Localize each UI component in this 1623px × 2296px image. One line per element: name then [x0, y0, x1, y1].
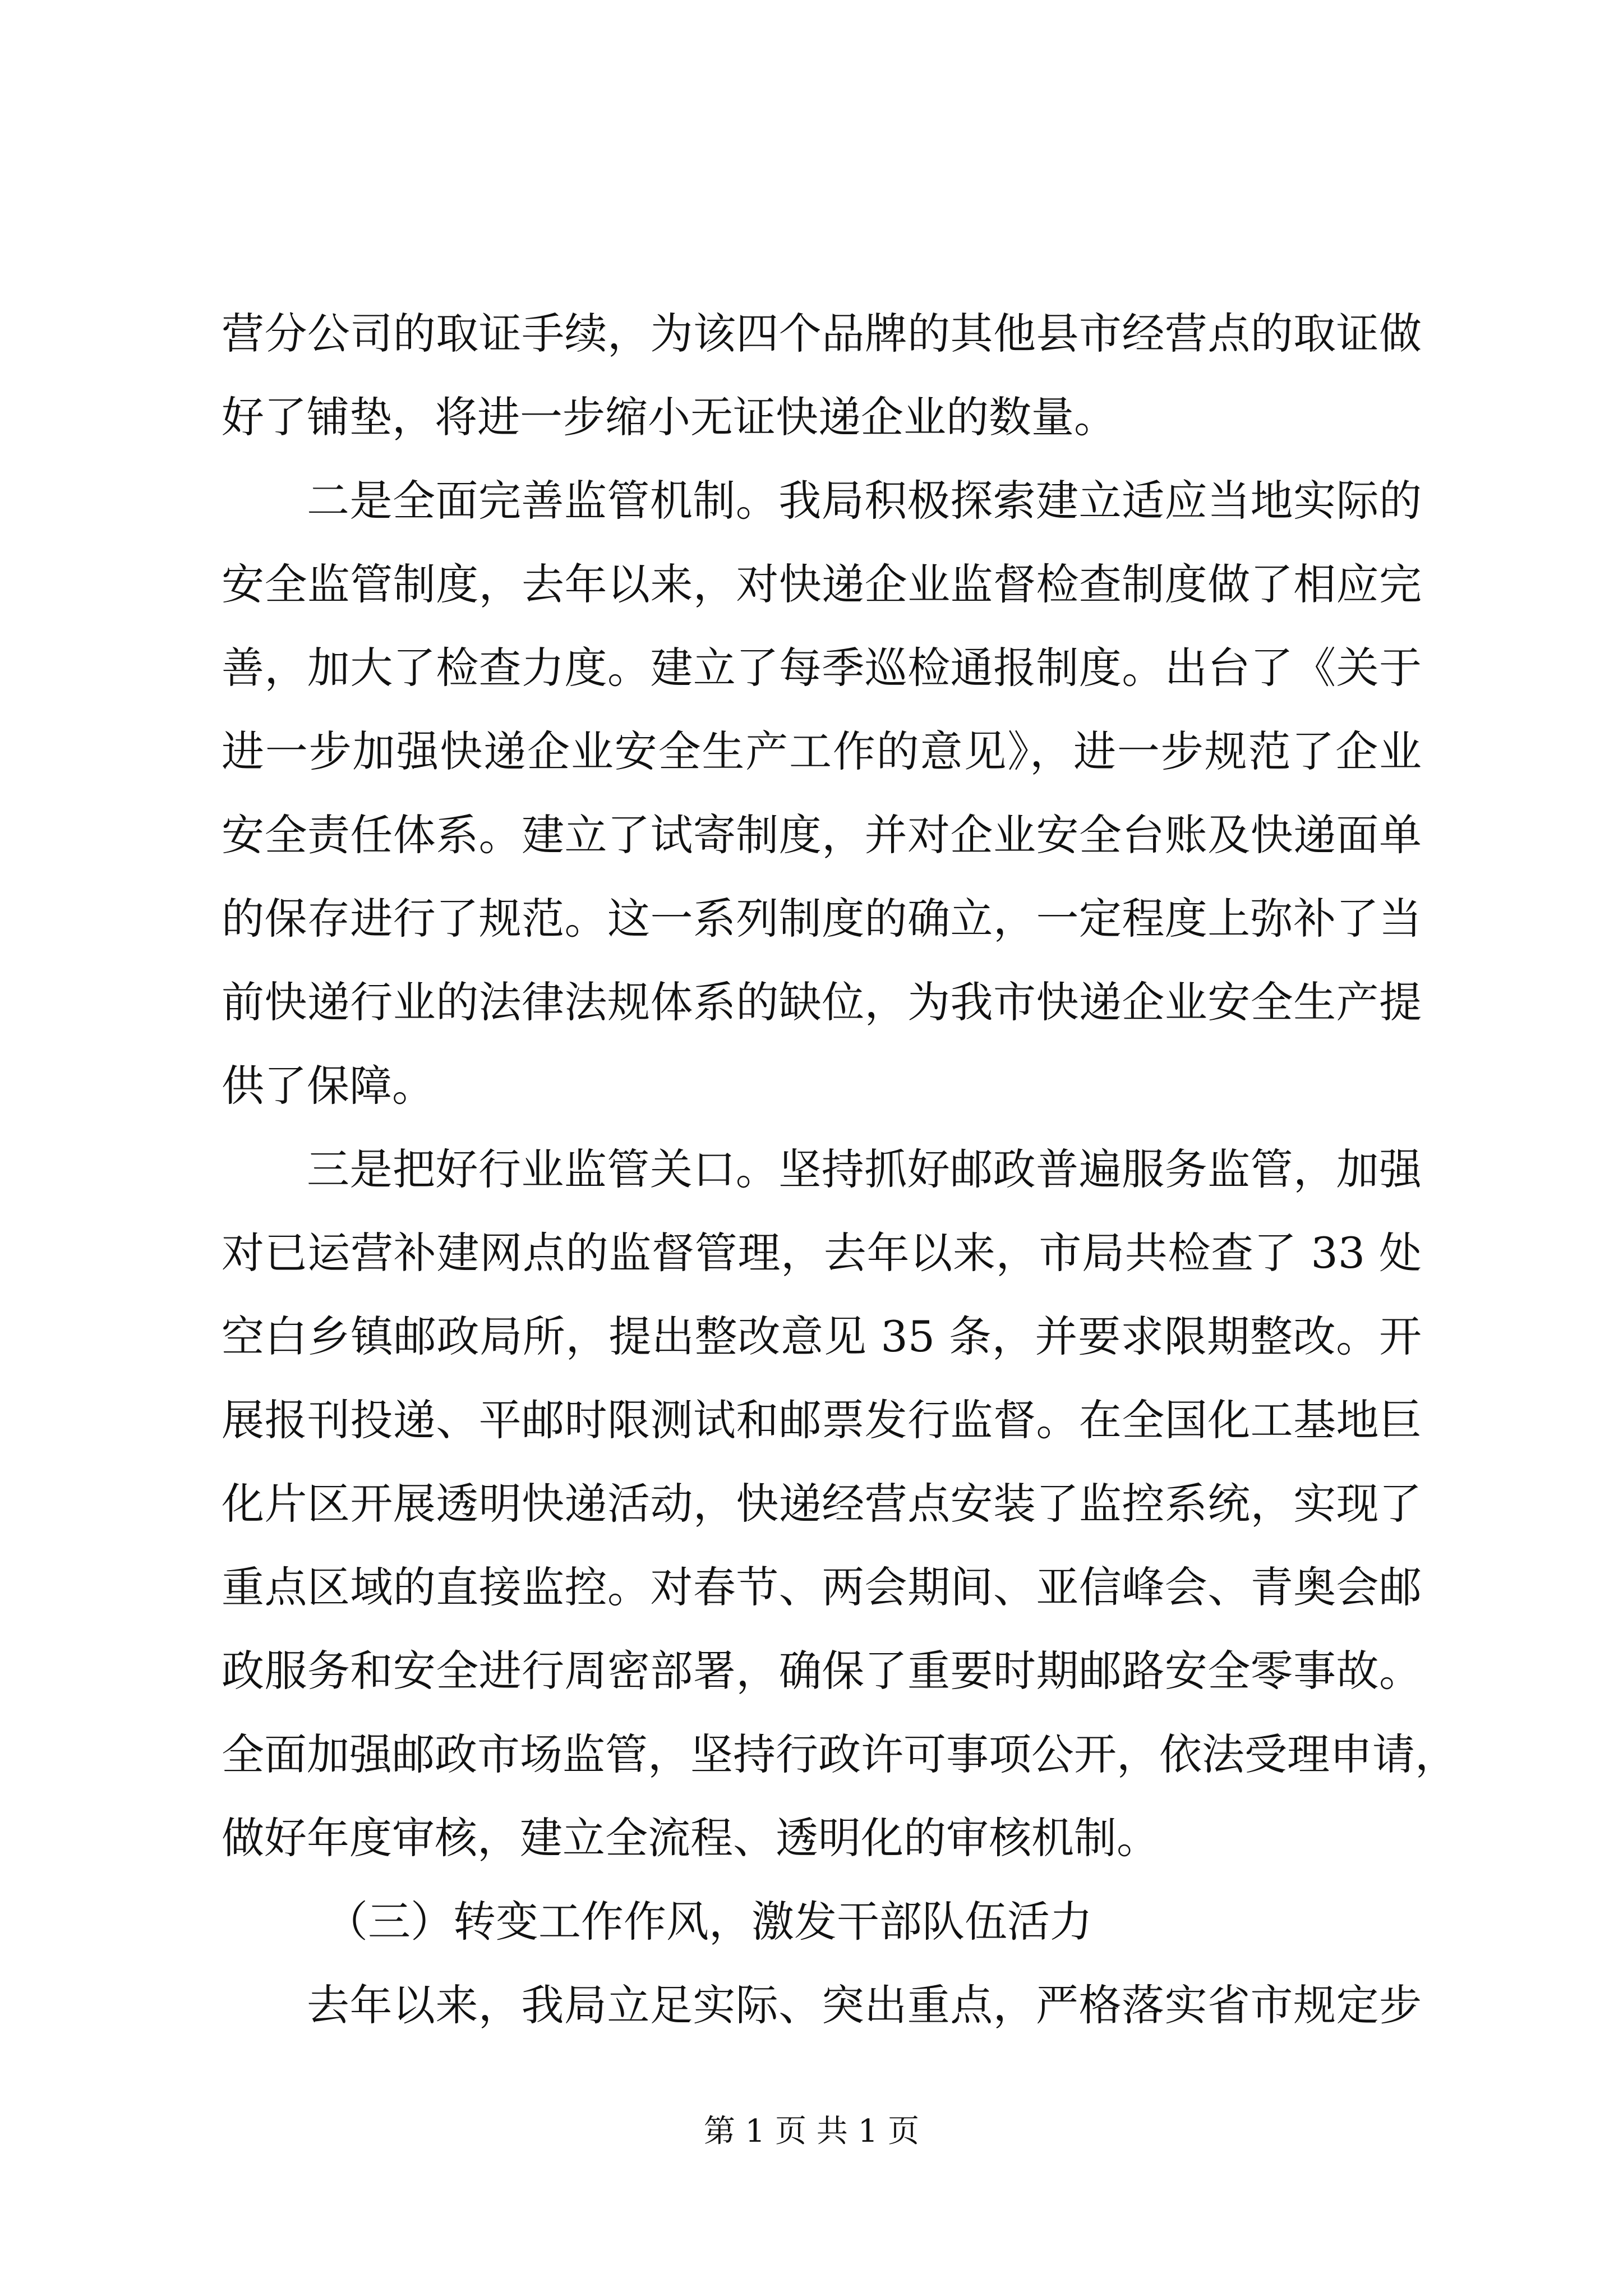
text-line: 重点区域的直接监控。对春节、两会期间、亚信峰会、青奥会邮: [222, 1562, 1422, 1612]
text-line: 空白乡镇邮政局所，提出整改意见 35 条，并要求限期整改。开: [222, 1312, 1422, 1361]
text-line: 对已运营补建网点的监督管理，去年以来，市局共检查了 33 处: [222, 1228, 1422, 1278]
paragraph-continuation: [222, 292, 1422, 459]
text-line: 去年以来，我局立足实际、突出重点，严格落实省市规定步: [307, 1980, 1422, 2030]
text-line: 展报刊投递、平邮时限测试和邮票发行监督。在全国化工基地巨: [222, 1395, 1422, 1445]
text-line: 善，加大了检查力度。建立了每季巡检通报制度。出台了《关于: [222, 643, 1422, 693]
text-line: 营分公司的取证手续，为该四个品牌的其他县市经营点的取证做: [222, 309, 1422, 358]
paragraph-work-style: [222, 1963, 1422, 2047]
document-body: [222, 292, 1458, 2047]
text-line: 的保存进行了规范。这一系列制度的确立，一定程度上弥补了当: [222, 894, 1422, 944]
text-line: 全面加强邮政市场监管，坚持行政许可事项公开，依法受理申请，: [222, 1729, 1458, 1779]
text-line: 前快递行业的法律法规体系的缺位，为我市快递企业安全生产提: [222, 977, 1422, 1027]
text-line: 二是全面完善监管机制。我局积极探索建立适应当地实际的: [307, 476, 1422, 526]
page-number-label: 第 1 页 共 1 页: [703, 2113, 920, 2150]
paragraph-industry-supervision: [222, 1128, 1458, 1880]
text-line: 好了铺垫，将进一步缩小无证快递企业的数量。: [222, 392, 1117, 442]
page-footer: [0, 2109, 1623, 2154]
text-line: 供了保障。: [222, 1061, 435, 1111]
section-heading: [222, 1880, 1422, 1963]
text-line: 安全监管制度，去年以来，对快递企业监督检查制度做了相应完: [222, 559, 1422, 609]
text-line: 安全责任体系。建立了试寄制度，并对企业安全台账及快递面单: [222, 810, 1422, 860]
text-line: 三是把好行业监管关口。坚持抓好邮政普遍服务监管，加强: [307, 1144, 1422, 1194]
text-line: 进一步加强快递企业安全生产工作的意见》，进一步规范了企业: [222, 726, 1422, 776]
text-line: 做好年度审核，建立全流程、透明化的审核机制。: [222, 1813, 1159, 1863]
text-line: 化片区开展透明快递活动，快递经营点安装了监控系统，实现了: [222, 1479, 1422, 1529]
paragraph-supervision-mechanism: [222, 459, 1422, 1128]
heading-line: （三）转变工作作风，激发干部队伍活力: [325, 1897, 1092, 1947]
text-line: 政服务和安全进行周密部署，确保了重要时期邮路安全零事故。: [222, 1646, 1422, 1696]
